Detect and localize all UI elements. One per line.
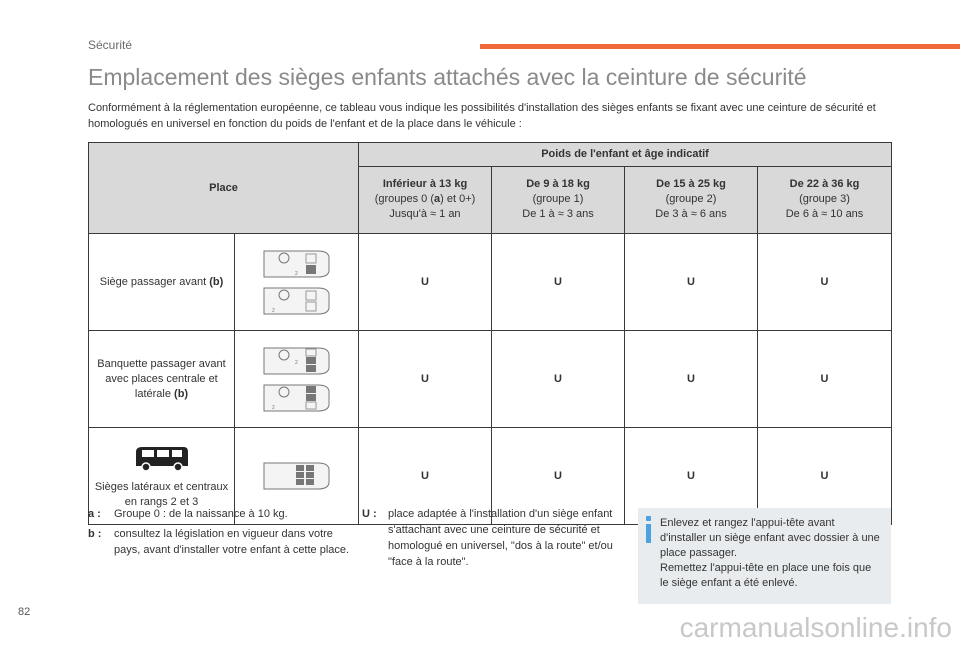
cell-value: U: [625, 234, 758, 331]
table-row: [89, 331, 892, 428]
seat-diagram-front: [235, 234, 359, 331]
svg-text:2: 2: [294, 270, 298, 277]
intro-paragraph: Conformément à la réglementation européenne, ce tableau vous indique les possibilités d'installation des sièges enfants se fixant avec une ceinture de sécurité et homologués en universel en fonction du poids de l'enfant et de la place dans le véhicule :: [88, 102, 876, 130]
column-header-group0: [359, 166, 492, 233]
vehicle-top-view-icon: [262, 381, 332, 415]
column-header-group1: [492, 166, 625, 233]
cell-value: U: [625, 428, 758, 525]
column-group: (groupe 3): [799, 193, 850, 206]
place-header: Place: [89, 143, 359, 234]
page-title: Emplacement des sièges enfants attachés avec la ceinture de sécurité: [88, 64, 807, 90]
vehicle-top-view-icon: [262, 284, 332, 318]
column-age: De 3 à ≈ 6 ans: [655, 208, 727, 221]
svg-text:2: 2: [294, 359, 298, 366]
cell-value: U: [359, 428, 492, 525]
column-weight: De 15 à 25 kg: [656, 178, 726, 191]
cell-value: U: [492, 234, 625, 331]
table-row: [89, 234, 892, 331]
column-weight: Inférieur à 13 kg: [382, 178, 468, 191]
footnotes: [88, 506, 358, 562]
column-weight: De 22 à 36 kg: [789, 178, 860, 191]
footnote-key: U :: [362, 508, 377, 520]
accent-bar: [480, 44, 960, 49]
van-side-icon: [132, 442, 192, 474]
column-age: Jusqu'à ≈ 1 an: [389, 208, 461, 221]
info-icon: [646, 516, 651, 544]
column-group: (groupe 2): [665, 193, 717, 206]
svg-text:2: 2: [271, 404, 275, 411]
cell-value: U: [625, 331, 758, 428]
cell-value: U: [758, 331, 892, 428]
vehicle-top-view-icon: [262, 344, 332, 378]
column-age: De 6 à ≈ 10 ans: [785, 208, 864, 221]
footnote-u: [362, 506, 624, 570]
section-label: Sécurité: [88, 38, 133, 52]
vehicle-top-view-icon: [262, 459, 332, 493]
cell-value: U: [492, 428, 625, 525]
cell-value: U: [492, 331, 625, 428]
cell-value: U: [758, 428, 892, 525]
column-age: De 1 à ≈ 3 ans: [522, 208, 594, 221]
footnote-key: b :: [88, 528, 102, 540]
column-weight: De 9 à 18 kg: [526, 178, 590, 191]
footnote-text: Groupe 0 : de la naissance à 10 kg.: [114, 508, 288, 520]
watermark: carmanualsonline.info: [679, 612, 952, 643]
info-text: Enlevez et rangez l'appui-tête avant d'installer un siège enfant avec dossier à une place passager. Remettez l'appui-tête en place une fois que le siège enfant a été enlevé.: [660, 517, 880, 589]
column-header-group2: [625, 166, 758, 233]
row-label: Sièges latéraux et centraux en rangs 2 et 3: [89, 428, 235, 525]
seat-diagram-bench: [235, 331, 359, 428]
seat-table: [88, 142, 892, 525]
cell-value: U: [359, 331, 492, 428]
row-label: Siège passager avant (b): [89, 234, 235, 331]
info-box: [638, 508, 891, 604]
column-group: (groupes 0 (a) et 0+): [374, 193, 476, 206]
svg-text:2: 2: [271, 307, 275, 314]
vehicle-top-view-icon: [262, 247, 332, 281]
footnote-text: place adaptée à l'installation d'un siège enfant s'attachant avec une ceinture de sécurité et homologué en universel, "dos à la route" et/ou "face à la route".: [388, 508, 613, 568]
footnote-key: a :: [88, 508, 101, 520]
row-label: Banquette passager avant avec places centrale et latérale (b): [89, 331, 235, 428]
footnote-text: consultez la législation en vigueur dans votre pays, avant d'installer votre enfant à cette place.: [114, 528, 350, 556]
cell-value: U: [758, 234, 892, 331]
weight-group-header: Poids de l'enfant et âge indicatif: [359, 143, 892, 167]
footnote-a: [88, 506, 358, 522]
page-number: 82: [18, 606, 31, 618]
column-group: (groupe 1): [532, 193, 584, 206]
footnote-b: [88, 526, 358, 558]
cell-value: U: [359, 234, 492, 331]
column-header-group3: [758, 166, 892, 233]
